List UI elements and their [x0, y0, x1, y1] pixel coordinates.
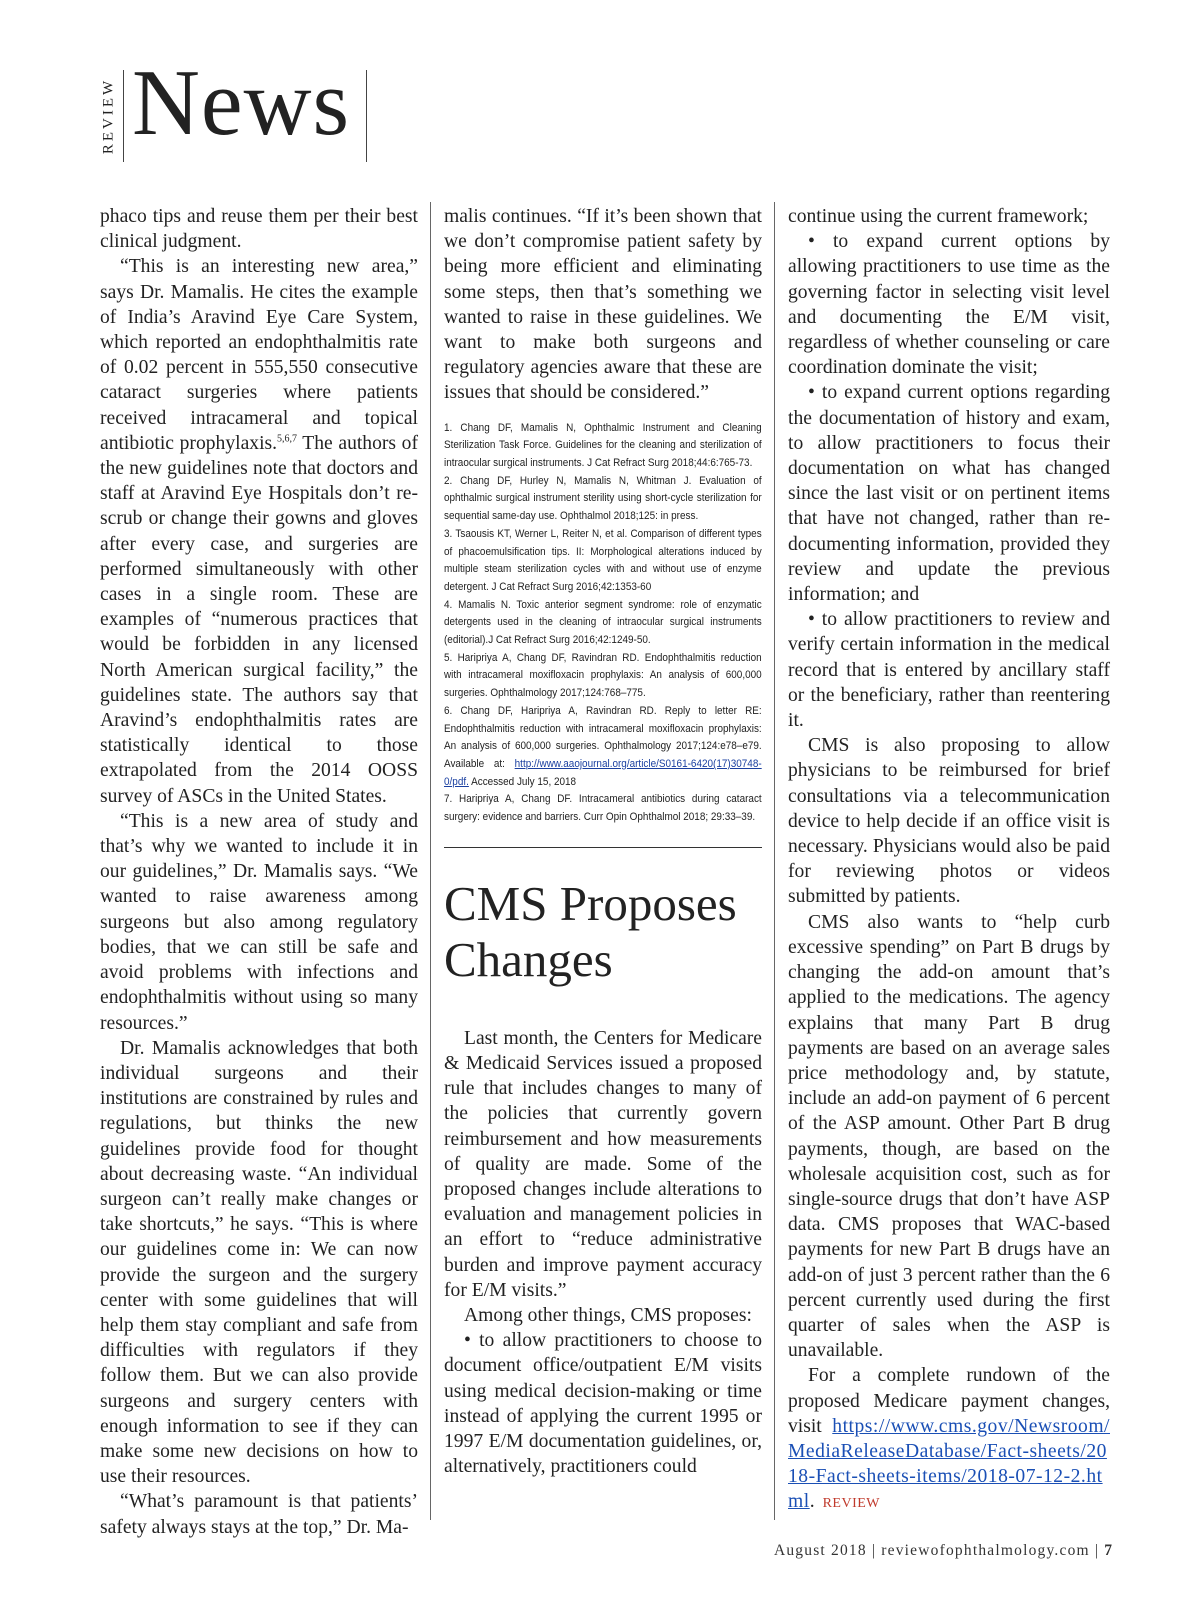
paragraph: For a complete rundown of the proposed Medicare payment changes, visit https://www.cms.gov/Newsroom/MediaReleaseDatabase/Fact-sheets/2018-Fact-sheets-items/2018-07-12-2.html. REVIEW: [788, 1365, 1110, 1513]
footer-separator: |: [1094, 1542, 1100, 1559]
footnote-ref: 5,6,7: [277, 433, 298, 445]
paragraph: CMS is also proposing to allow physicians to be reimbursed for brief consultations via a telecommunication device to help decide if an office visit is necessary. Physicians would also be paid for reviewing photos or videos submitted by patients.: [788, 735, 1110, 908]
footer-separator: |: [871, 1542, 877, 1559]
paragraph: “What’s paramount is that patients’ safety always stays at the top,” Dr. Ma-: [100, 1491, 418, 1538]
reference-item: 5. Haripriya A, Chang DF, Ravindran RD. Endophthalmitis reduction with intracameral moxifloxacin prophylaxis: An analysis of 600,000 surgeries. Ophthalmology 2017;124:768–775.: [444, 651, 762, 700]
paragraph: “This is a new area of study and that’s why we wanted to include it in our guidelines,” Dr. Mamalis says. “We wanted to raise awareness among surgeons but also among regulatory bodies, that we can still be safe and avoid problems with infections and endophthalmitis without using so many resources.”: [100, 810, 418, 1034]
reference-item: 1. Chang DF, Mamalis N, Ophthalmic Instrument and Cleaning Sterilization Task Force. Guidelines for the cleaning and sterilization of intraocular surgical instruments. J Cat Refract Surg 2018;44:6:765-73.: [444, 421, 762, 470]
masthead-rule-right: [366, 70, 367, 162]
column-3: [788, 204, 1110, 1517]
paragraph: Among other things, CMS proposes:: [464, 1305, 752, 1327]
section-divider: [444, 847, 762, 848]
issue-date: August 2018: [773, 1542, 867, 1559]
column-2: [444, 204, 762, 1479]
reference-item: 3. Tsaousis KT, Werner L, Reiter N, et al. Comparison of different types of phacoemulsification tips. II: Morphological alterations induced by multiple steam sterilization cycles with and without use of enzyme detergent. J Cat Refract Surg 2016;42:1353-60: [444, 527, 762, 593]
bullet-item: • to allow practitioners to choose to document office/outpatient E/M visits using medical decision-making or time instead of applying the current 1995 or 1997 E/M documentation guidelines, or, alternatively, practitioners could: [444, 1330, 762, 1478]
paragraph: “This is an interesting new area,” says Dr. Mamalis. He cites the example of India’s Aravind Eye Care System, which reported an endophthalmitis rate of 0.02 percent in 555,550 consecutive cataract surgeries where patients received intracameral and topical antibiotic prophylaxis.$^{5,6,7}$ The authors of the new guidelines note that doctors and staff at Aravind Eye Hospitals don’t re-scrub or change their gowns and gloves after every case, and surgeries are performed simultaneously with other cases in a single room. These are examples of “numerous practices that would be forbidden in any licensed North American surgical facility,” the guidelines state. The authors say that Aravind’s endophthalmitis rates are statistically identical to those extrapolated from the 2014 OOSS survey of ASCs in the United States.: [100, 256, 418, 807]
paragraph: CMS also wants to “help curb excessive spending” on Part B drugs by changing the add-on amount that’s applied to the medications. The agency explains that many Part B drug payments are based on an average sales price methodology and, by statute, include an add-on payment of 6 percent of the ASP amount. Other Part B drug payments, though, are based on the wholesale acquisition cost, such as for single-source drugs that don’t have ASP data. CMS proposes that WAC-based payments for new Part B drugs have an add-on of just 3 percent rather than the 6 percent currently used during the first quarter of sales when the ASP is unavailable.: [788, 911, 1110, 1362]
reference-item: 6. Chang DF, Haripriya A, Ravindran RD. Reply to letter RE: Endophthalmitis reduction with intracameral moxifloxacin prophylaxis: An analysis of 600,000 surgeries. Ophthalmology 2017;124:e78–e79. Available at: http://www.aaojournal.org/article/S0161-6420(17)30748-0/pdf. Accessed July 15, 2018: [444, 704, 762, 788]
reference-item: 7. Haripriya A, Chang DF. Intracameral antibiotics during cataract surgery: evidence and barriers. Curr Opin Ophthalmol 2018; 29:33–39.: [444, 793, 762, 824]
paragraph: continue using the current framework;: [788, 206, 1089, 227]
website: reviewofophthalmology.com: [881, 1542, 1090, 1559]
bullet-item: • to expand current options by allowing practitioners to use time as the governing factor in selecting visit level and documenting the E/M visit, regardless of whether counseling or care coordination dominate the visit;: [788, 231, 1110, 379]
review-end-mark: REVIEW: [822, 1496, 881, 1512]
paragraph: malis continues. “If it’s been shown that we don’t compromise patient safety by being more efficient and eliminating some steps, then that’s something we wanted to raise in these guidelines. We want to make both surgeons and regulatory agencies aware that these are issues that should be considered.”: [444, 206, 762, 404]
article-headline: CMS Proposes Changes: [444, 875, 737, 987]
reference-item: 2. Chang DF, Hurley N, Mamalis N, Whitman J. Evaluation of ophthalmic surgical instrument sterility using short-cycle sterilization for sequential same-day use. Ophthalmol 2018;125: in press.: [444, 474, 762, 523]
page-number: 7: [1104, 1542, 1112, 1559]
paragraph: Last month, the Centers for Medicare & Medicaid Services issued a proposed rule that includes changes to many of the policies that currently govern reimbursement and how measurements of quality are made. Some of the proposed changes include alterations to evaluation and management policies in an effort to “reduce administrative burden and improve payment accuracy for E/M visits.”: [444, 1027, 762, 1301]
reference-link[interactable]: http://www.aaojournal.org/article/S0161-6420(17)30748-0/pdf.: [444, 757, 762, 788]
page-footer: [774, 1542, 1112, 1560]
column-rule: [430, 202, 431, 1520]
paragraph: phaco tips and reuse them per their best clinical judgment.: [100, 206, 418, 253]
reference-item: 4. Mamalis N. Toxic anterior segment syndrome: role of enzymatic detergents used in the cleaning of intraocular surgical instruments (editorial).J Cat Refract Surg 2016;42:1249-50.: [444, 598, 762, 647]
masthead-title: News: [132, 51, 351, 155]
paragraph: Dr. Mamalis acknowledges that both individual surgeons and their institutions are constrained by rules and regulations, but thinks the new guidelines provide food for thought about decreasing waste. “An individual surgeon can’t really make changes or take shortcuts,” he says. “This is where our guidelines come in: We can now provide the surgeon and the surgery center with some guidelines that will help them stay compliant and safe from difficulties with regulators if they follow them. But we can also provide surgeons and surgery centers with enough information to see if they can make some new decisions on how to use their resources.: [100, 1037, 418, 1488]
references: [444, 420, 762, 827]
cms-factsheet-link[interactable]: https://www.cms.gov/Newsroom/MediaReleaseDatabase/Fact-sheets/2018-Fact-sheets-items/2018-07-12-2.html: [788, 1415, 1110, 1513]
masthead-section-label: REVIEW: [100, 77, 117, 155]
bullet-item: • to expand current options regarding the documentation of history and exam, to allow practitioners to focus their documentation on what has changed since the last visit or on pertinent items that have not changed, rather than re-documenting information, provided they review and update the previous information; and: [788, 382, 1110, 606]
column-1: [100, 204, 418, 1540]
column-rule: [774, 202, 775, 1520]
masthead-rule-left: [123, 70, 124, 162]
bullet-item: • to allow practitioners to review and verify certain information in the medical record that is entered by ancillary staff or the beneficiary, rather than reentering it.: [788, 609, 1110, 732]
